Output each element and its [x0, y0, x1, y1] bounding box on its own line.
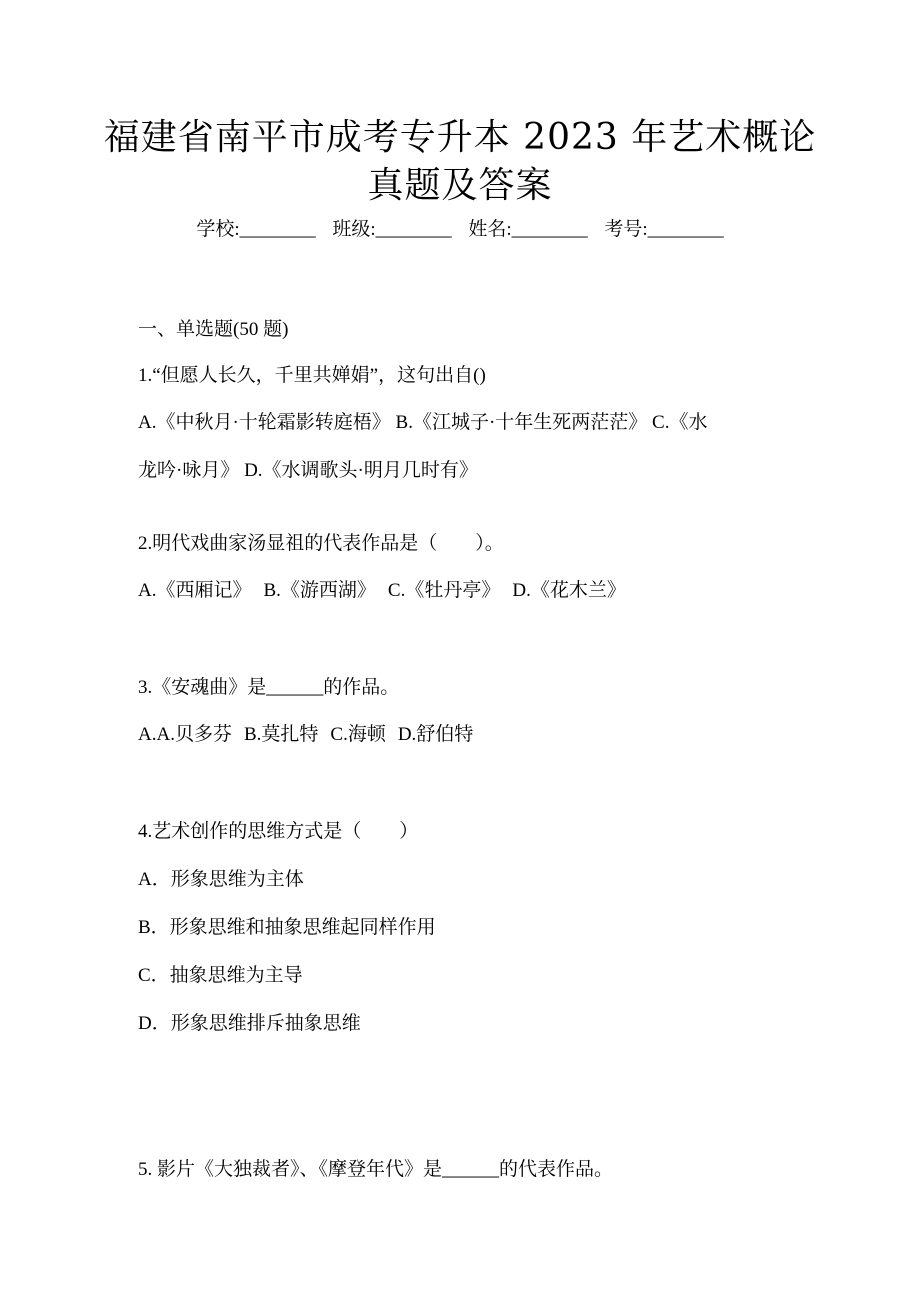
document-title-line-1: 福建省南平市成考专升本 2023 年艺术概论 [103, 117, 817, 158]
class-field: 班级:________ [332, 219, 452, 240]
question-3-stem: 3.《安魂曲》是______的作品。 [138, 677, 400, 698]
question-3-option-d: D.舒伯特 [397, 724, 474, 745]
question-2-option-a: A.《西厢记》 [138, 580, 252, 601]
question-3-options [138, 721, 798, 749]
question-3-option-c: C.海顿 [330, 724, 386, 745]
question-1-options-line-2: 龙吟·咏月》 D.《水调歌头·明月几时有》 [138, 460, 478, 481]
section-heading: 一、单选题(50 题) [138, 319, 289, 340]
question-2-stem: 2.明代戏曲家汤显祖的代表作品是（ ）。 [138, 533, 504, 554]
question-4-option-d: D．形象思维排斥抽象思维 [138, 1013, 361, 1034]
question-4-option-b: B．形象思维和抽象思维起同样作用 [138, 917, 436, 938]
question-2-options [138, 577, 798, 605]
question-5-stem: 5. 影片《大独裁者》、《摩登年代》是______的代表作品。 [138, 1159, 614, 1180]
question-2-option-b: B.《游西湖》 [263, 580, 376, 601]
question-3-option-b: B.莫扎特 [243, 724, 319, 745]
name-field: 姓名:________ [468, 219, 588, 240]
question-2-option-d: D.《花木兰》 [512, 580, 626, 601]
question-2-option-c: C.《牡丹亭》 [387, 580, 501, 601]
question-1-options-line-1: A.《中秋月·十轮霜影转庭梧》 B.《江城子·十年生死两茫茫》 C.《水 [138, 412, 708, 433]
exam-number-field: 考号:________ [604, 219, 724, 240]
question-4-stem: 4.艺术创作的思维方式是（ ） [138, 821, 419, 842]
student-info-fields [0, 216, 920, 244]
question-4-option-a: A．形象思维为主体 [138, 869, 304, 890]
document-title-line-2: 真题及答案 [367, 165, 553, 206]
question-4-option-c: C．抽象思维为主导 [138, 965, 303, 986]
question-1-stem: 1.“但愿人长久，千里共婵娟”，这句出自() [138, 365, 486, 386]
school-field: 学校:________ [196, 219, 316, 240]
question-3-option-a: A.A.贝多芬 [138, 724, 232, 745]
